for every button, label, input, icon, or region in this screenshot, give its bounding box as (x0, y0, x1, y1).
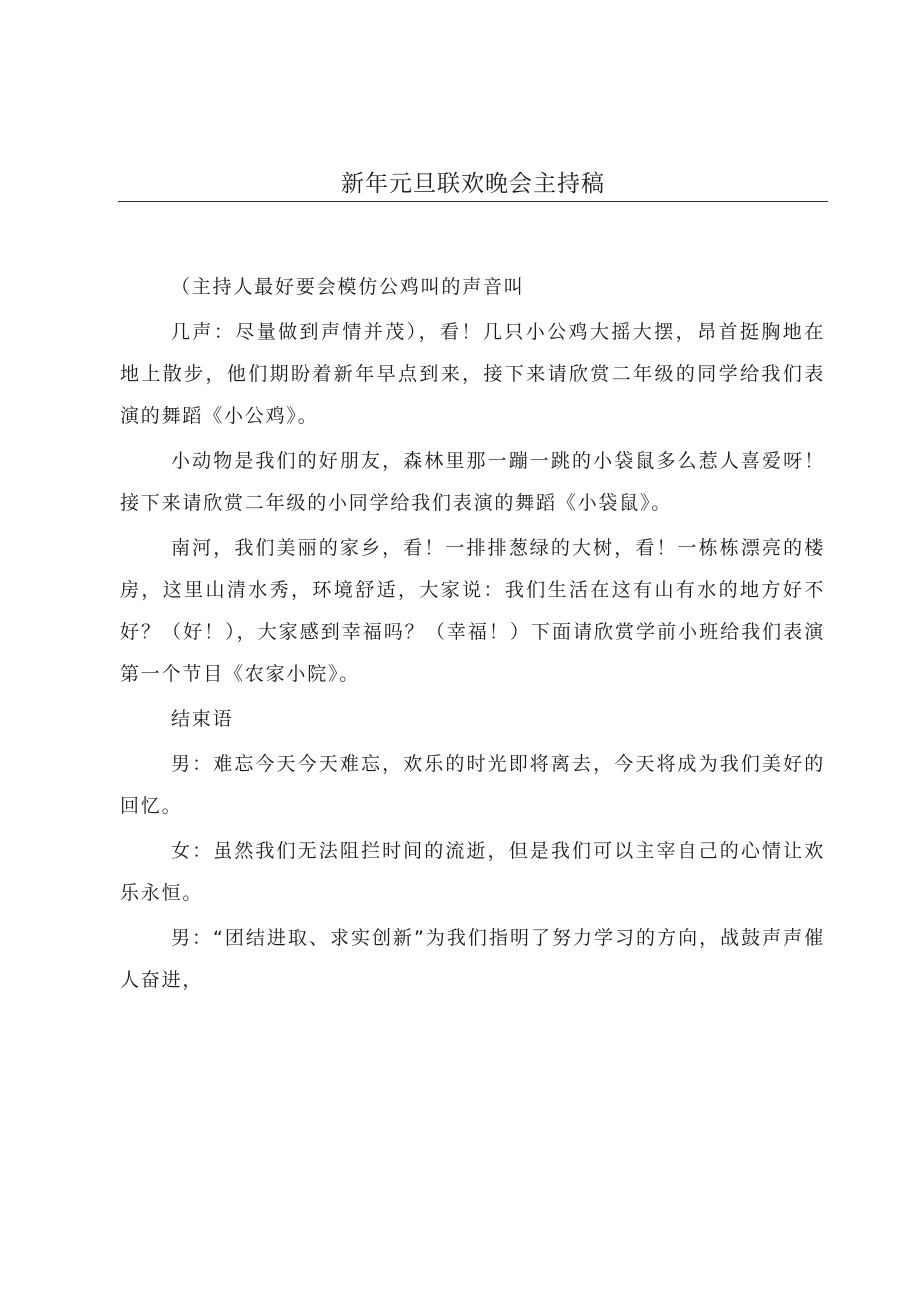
document-title: 新年元旦联欢晚会主持稿 (341, 171, 605, 197)
paragraph-kangaroo-dance: 小动物是我们的好朋友，森林里那一蹦一跳的小袋鼠多么惹人喜爱呀！接下来请欣赏二年级的小同学给我们表演的舞蹈《小袋鼠》。 (120, 450, 825, 514)
paragraph-closing-male-2: 男：“团结进取、求实创新”为我们指明了努力学习的方向，战鼓声声催人奋进， (120, 927, 825, 991)
paragraph-host-note: （主持人最好要会模仿公鸡叫的声音叫 (171, 276, 525, 298)
paragraph-rooster-dance: 几声：尽量做到声情并茂），看！几只小公鸡大摇大摆，昂首挺胸地在地上散步，他们期盼着新年早点到来，接下来请欣赏二年级的同学给我们表演的舞蹈《小公鸡》。 (120, 321, 825, 427)
section-heading-closing: 结束语 (171, 708, 234, 730)
paragraph-hometown: 南河，我们美丽的家乡，看！一排排葱绿的大树，看！一栋栋漂亮的楼房，这里山清水秀，环境舒适，大家说：我们生活在这有山有水的地方好不好？（好！），大家感到幸福吗？（幸福！）下面请欣赏学前小班给我们表演第一个节目《农家小院》。 (120, 537, 825, 685)
title-underline (118, 201, 828, 202)
paragraph-closing-female: 女：虽然我们无法阻拦时间的流逝，但是我们可以主宰自己的心情让欢乐永恒。 (120, 840, 825, 904)
paragraph-closing-male-1: 男：难忘今天今天难忘，欢乐的时光即将离去，今天将成为我们美好的回忆。 (120, 753, 825, 817)
document-body (120, 266, 825, 1004)
